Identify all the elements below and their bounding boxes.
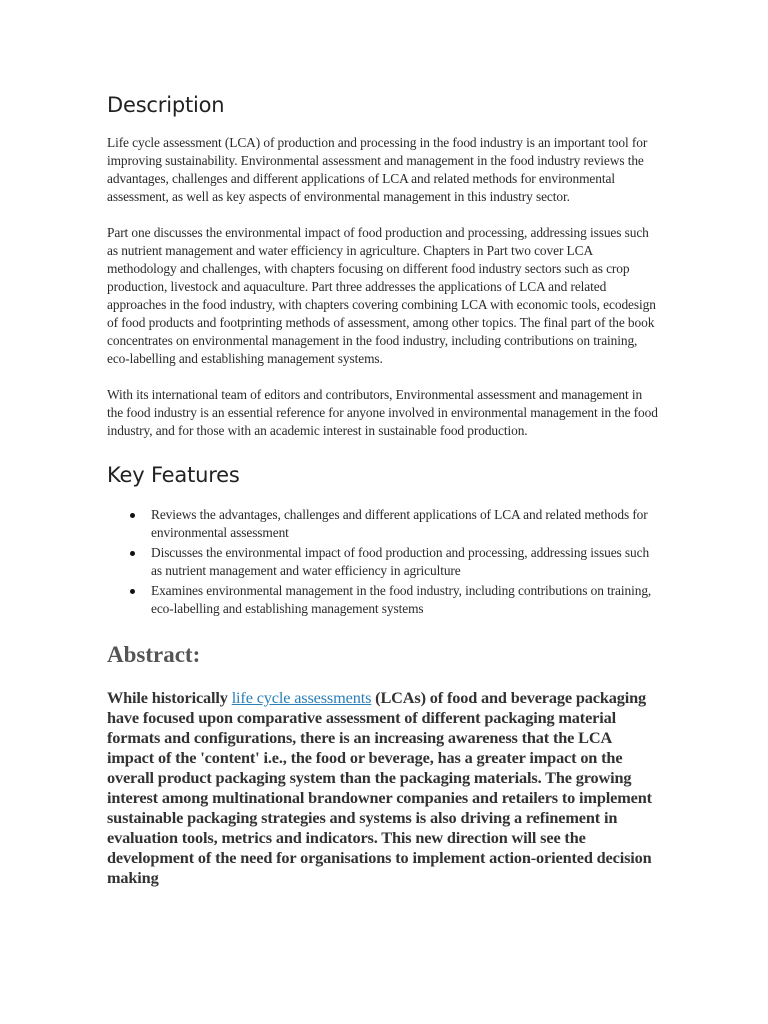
life-cycle-assessments-link[interactable]: life cycle assessments: [231, 688, 372, 707]
bullet-icon: [130, 589, 135, 594]
list-item-text: Discusses the environmental impact of food production and processing, addressing issues such as nutrient management and water efficiency in agriculture: [151, 545, 650, 578]
document-content: [107, 88, 660, 888]
abstract-paragraph: [107, 688, 660, 888]
key-features-heading: Key Features: [107, 463, 240, 487]
description-paragraph-3: With its international team of editors and contributors, Environmental assessment and management in the food industry is an essential reference for anyone involved in environmental management in the food industry, and for those with an academic interest in sustainable food production.: [107, 387, 658, 438]
list-item: [107, 582, 660, 618]
bullet-icon: [130, 551, 135, 556]
description-heading: Description: [107, 93, 225, 117]
description-paragraph-2: Part one discusses the environmental impact of food production and processing, addressing issues such as nutrient management and water efficiency in agriculture. Chapters in Part two cover LCA methodology and challenges, with chapters focusing on different food industry sectors such as crop production, livestock and aquaculture. Part three addresses the applications of LCA and related approaches in the food industry, with chapters covering combining LCA with economic tools, ecodesign of food products and footprinting methods of assessment, among other topics. The final part of the book concentrates on environmental management in the food industry, including contributions on training, eco-labelling and establishing management systems.: [107, 225, 656, 366]
key-features-list: [107, 506, 660, 618]
abstract-text-start: While historically: [107, 688, 232, 707]
abstract-text-rest: (LCAs) of food and beverage packaging have focused upon comparative assessment of different packaging material formats and configurations, there is an increasing awareness that the LCA impact of the 'content' i.e., the food or beverage, has a greater impact on the overall product packaging system than the packaging materials. The growing interest among multinational brandowner companies and retailers to implement sustainable packaging strategies and systems is also driving a refinement in evaluation tools, metrics and indicators. This new direction will see the development of the need for organisations to implement action-oriented decision making: [107, 688, 652, 887]
list-item: [107, 506, 660, 542]
description-paragraph-1: Life cycle assessment (LCA) of production and processing in the food industry is an important tool for improving sustainability. Environmental assessment and management in the food industry reviews the advantages, challenges and different applications of LCA and related methods for environmental assessment, as well as key aspects of environmental management in this industry sector.: [107, 135, 648, 204]
list-item-text: Examines environmental management in the food industry, including contributions on training, eco-labelling and establishing management systems: [151, 583, 652, 616]
list-item-text: Reviews the advantages, challenges and different applications of LCA and related methods for environmental assessment: [151, 507, 648, 540]
list-item: [107, 544, 660, 580]
bullet-icon: [130, 513, 135, 518]
abstract-heading: Abstract:: [107, 642, 201, 667]
